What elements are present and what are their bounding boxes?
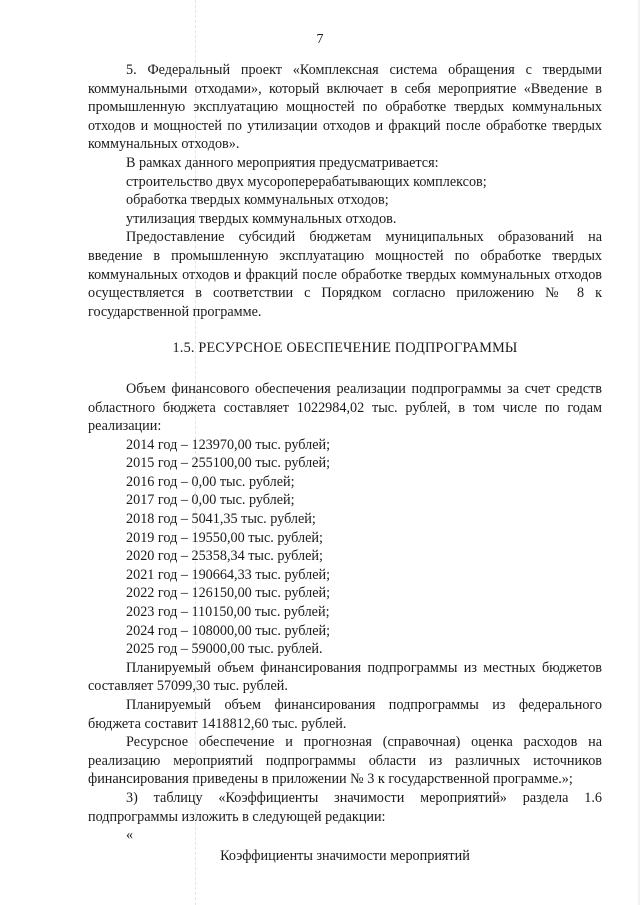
paragraph-federal-project: 5. Федеральный проект «Комплексная система обращения с твердыми коммунальными отходами», который включает в себя мероприятие «Введение в промышленную эксплуатацию мощностей по обработке твердых коммунальных отходов и мощностей по утилизации отходов и фракций после обработке твердых коммунальных отходов». [88,62,602,153]
paragraph-resource-provision: Ресурсное обеспечение и прогнозная (справочная) оценка расходов на реализацию мероприятий подпрограммы области из различных источников финансирования приведены в приложении № 3 к государственной программе.»; [88,734,602,788]
page-number: 7 [316,32,324,47]
funding-year-item: 2015 год – 255100,00 тыс. рублей; [126,455,331,472]
document-body [88,61,602,865]
framework-item: утилизация твердых коммунальных отходов. [126,210,397,227]
funding-year-item: 2018 год – 5041,35 тыс. рублей; [126,511,316,528]
paragraph-federal-budget: Планируемый объем финансирования подпрограммы из федерального бюджета составит 1418812,60 тыс. рублей. [88,697,602,732]
funding-year-item: 2022 год – 126150,00 тыс. рублей; [126,585,331,602]
funding-year-item: 2024 год – 108000,00 тыс. рублей; [126,622,331,639]
paragraph-item-3: 3) таблицу «Коэффициенты значимости мероприятий» раздела 1.6 подпрограммы изложить в следующей редакции: [88,789,602,825]
funding-year-item: 2021 год – 190664,33 тыс. рублей; [126,566,331,583]
funding-year-item: 2017 год – 0,00 тыс. рублей; [126,492,295,509]
funding-years-list [88,436,602,659]
funding-year-item: 2019 год – 19550,00 тыс. рублей; [126,529,323,546]
paragraph-local-budgets: Планируемый объем финансирования подпрограммы из местных бюджетов составляет 57099,30 тыс. рублей. [88,659,602,695]
funding-year-item: 2023 год – 110150,00 тыс. рублей; [126,604,330,621]
framework-item: обработка твердых коммунальных отходов; [126,192,389,209]
paragraph-subsidies: Предоставление субсидий бюджетам муниципальных образований на введение в промышленную эксплуатацию мощностей по обработке твердых коммунальных отходов и фракций после обработке твердых коммунальных отходов осуществляется в соответствии с Порядком согласно приложению № 8 к государственной программе. [88,229,602,320]
funding-year-item: 2016 год – 0,00 тыс. рублей; [126,473,295,490]
funding-year-item: 2020 год – 25358,34 тыс. рублей; [126,548,323,565]
framework-item: строительство двух мусороперерабатывающих комплексов; [126,173,487,190]
paragraph-funding-intro: Объем финансового обеспечения реализации подпрограммы за счет средств областного бюджета составляет 1022984,02 тыс. рублей, в том числе по годам реализации: [88,380,602,435]
opening-quote-mark: « [126,827,134,844]
funding-year-item: 2025 год – 59000,00 тыс. рублей. [126,641,323,658]
section-heading: 1.5. РЕСУРСНОЕ ОБЕСПЕЧЕНИЕ ПОДПРОГРАММЫ [172,340,518,357]
framework-intro: В рамках данного мероприятия предусматривается: [126,154,439,171]
funding-year-item: 2014 год – 123970,00 тыс. рублей; [126,436,331,453]
table-title: Коэффициенты значимости мероприятий [220,847,470,864]
